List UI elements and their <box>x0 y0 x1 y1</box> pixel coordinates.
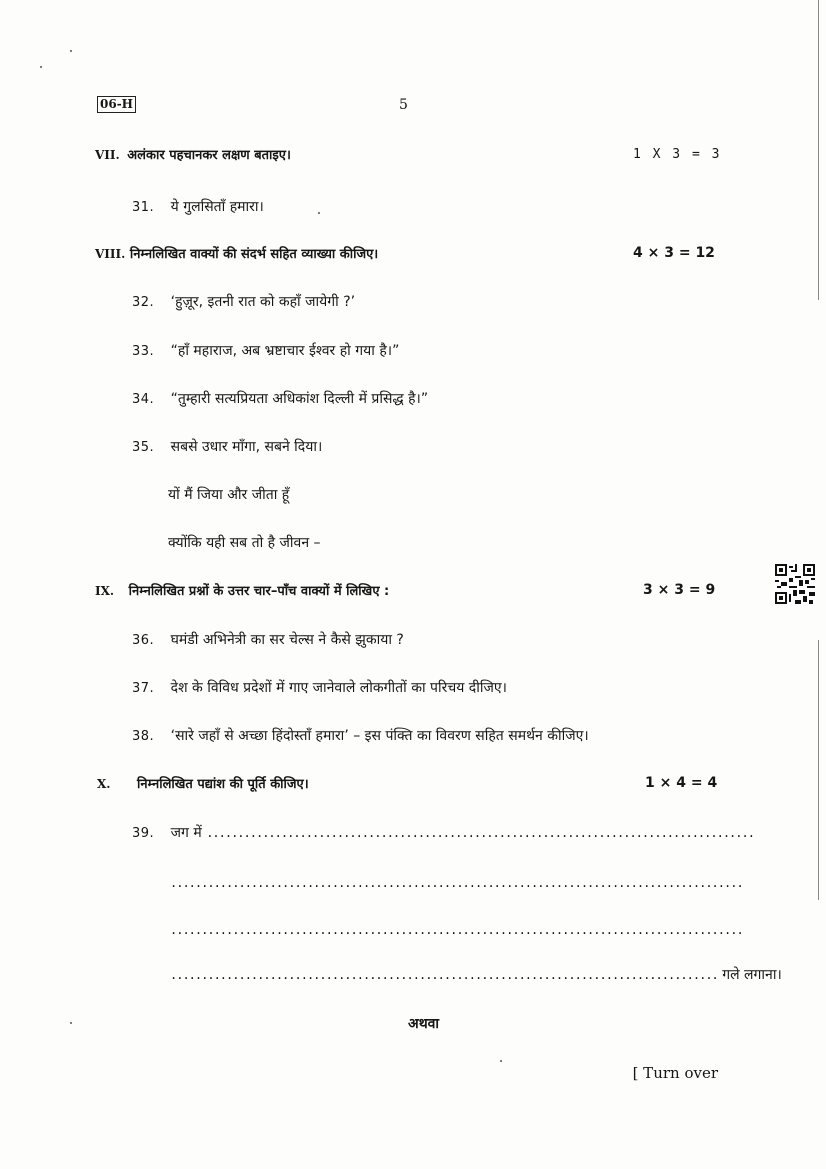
question-number: 38. <box>132 729 155 744</box>
scan-speck <box>500 1060 502 1062</box>
paper-code: 06-H <box>97 96 136 113</box>
scan-speck <box>40 66 42 68</box>
section-x-marks: 1 × 4 = 4 <box>645 775 718 791</box>
section-viii-instruction <box>95 244 378 262</box>
question-text: ‘हुज़ूर, इतनी रात को कहाँ जायेगी ?’ <box>170 294 356 310</box>
question-number: 33. <box>132 344 155 359</box>
section-vii-marks: 1 X 3 = 3 <box>633 147 722 162</box>
section-ix-instruction <box>95 581 389 599</box>
page-edge <box>818 0 819 300</box>
question-text: “हाँ महाराज, अब भ्रष्टाचार ईश्वर हो गया है।” <box>170 343 400 359</box>
section-vii-numeral: VII. <box>95 148 120 162</box>
section-x-numeral: X. <box>97 777 111 791</box>
question-35 <box>132 437 322 456</box>
blank-line: ........................................................................................ <box>206 826 754 840</box>
blank-line: ............................................................................................ <box>170 876 743 890</box>
question-start: जग में <box>170 825 202 841</box>
blank-line: ............................................................................................ <box>170 923 743 937</box>
section-vii-text: अलंकार पहचानकर लक्षण बताइए। <box>127 148 291 163</box>
qr-code-icon <box>775 564 815 604</box>
question-33 <box>132 341 399 360</box>
question-number: 39. <box>132 826 155 841</box>
section-viii-marks: 4 × 3 = 12 <box>633 245 715 261</box>
question-number: 35. <box>132 440 155 455</box>
page-number: 5 <box>399 97 408 113</box>
question-36 <box>132 630 404 649</box>
turn-over-label: [ Turn over <box>632 1064 718 1082</box>
question-text: घमंडी अभिनेत्री का सर चेल्स ने कैसे झुकाया ? <box>170 632 404 648</box>
question-39-last-line <box>170 965 782 984</box>
question-37 <box>132 678 507 697</box>
section-ix-marks: 3 × 3 = 9 <box>643 582 716 598</box>
scan-speck <box>70 1022 72 1024</box>
question-32 <box>132 292 355 311</box>
page-edge <box>818 640 819 900</box>
section-viii-text: निम्नलिखित वाक्यों की संदर्भ सहित व्याख्या कीजिए। <box>129 247 379 262</box>
question-end: गले लगाना। <box>722 967 782 983</box>
question-text: “तुम्हारी सत्यप्रियता अधिकांश दिल्ली में प्रसिद्ध है।” <box>170 391 429 407</box>
blank-line: ........................................................................................ <box>170 968 718 982</box>
scan-speck <box>318 212 320 214</box>
question-text: सबसे उधार माँगा, सबने दिया। <box>170 439 323 455</box>
question-34 <box>132 389 428 408</box>
section-viii-numeral: VIII. <box>95 247 126 261</box>
section-ix-text: निम्नलिखित प्रश्नों के उत्तर चार–पाँच वाक्यों में लिखिए : <box>128 584 390 599</box>
question-39 <box>132 823 754 842</box>
alternative-label: अथवा <box>408 1016 440 1032</box>
poem-line-2: यों मैं जिया और जीता हूँ <box>168 487 290 503</box>
question-text: देश के विविध प्रदेशों में गाए जानेवाले लोकगीतों का परिचय दीजिए। <box>170 680 507 696</box>
question-number: 31. <box>132 200 155 215</box>
section-vii-instruction <box>95 145 291 163</box>
question-text: ‘सारे जहाँ से अच्छा हिंदोस्ताँ हमारा’ – इस पंक्ति का विवरण सहित समर्थन कीजिए। <box>170 728 589 744</box>
scan-speck <box>70 50 72 52</box>
section-x-text: निम्नलिखित पद्यांश की पूर्ति कीजिए। <box>137 777 309 792</box>
question-number: 32. <box>132 295 155 310</box>
question-number: 36. <box>132 633 155 648</box>
question-38 <box>132 726 589 745</box>
question-number: 37. <box>132 681 155 696</box>
question-31 <box>132 197 264 216</box>
section-x-instruction <box>97 774 309 792</box>
section-ix-numeral: IX. <box>95 584 115 598</box>
question-text: ये गुलसिताँ हमारा। <box>170 199 264 215</box>
question-number: 34. <box>132 392 155 407</box>
poem-line-3: क्योंकि यही सब तो है जीवन – <box>168 535 321 551</box>
